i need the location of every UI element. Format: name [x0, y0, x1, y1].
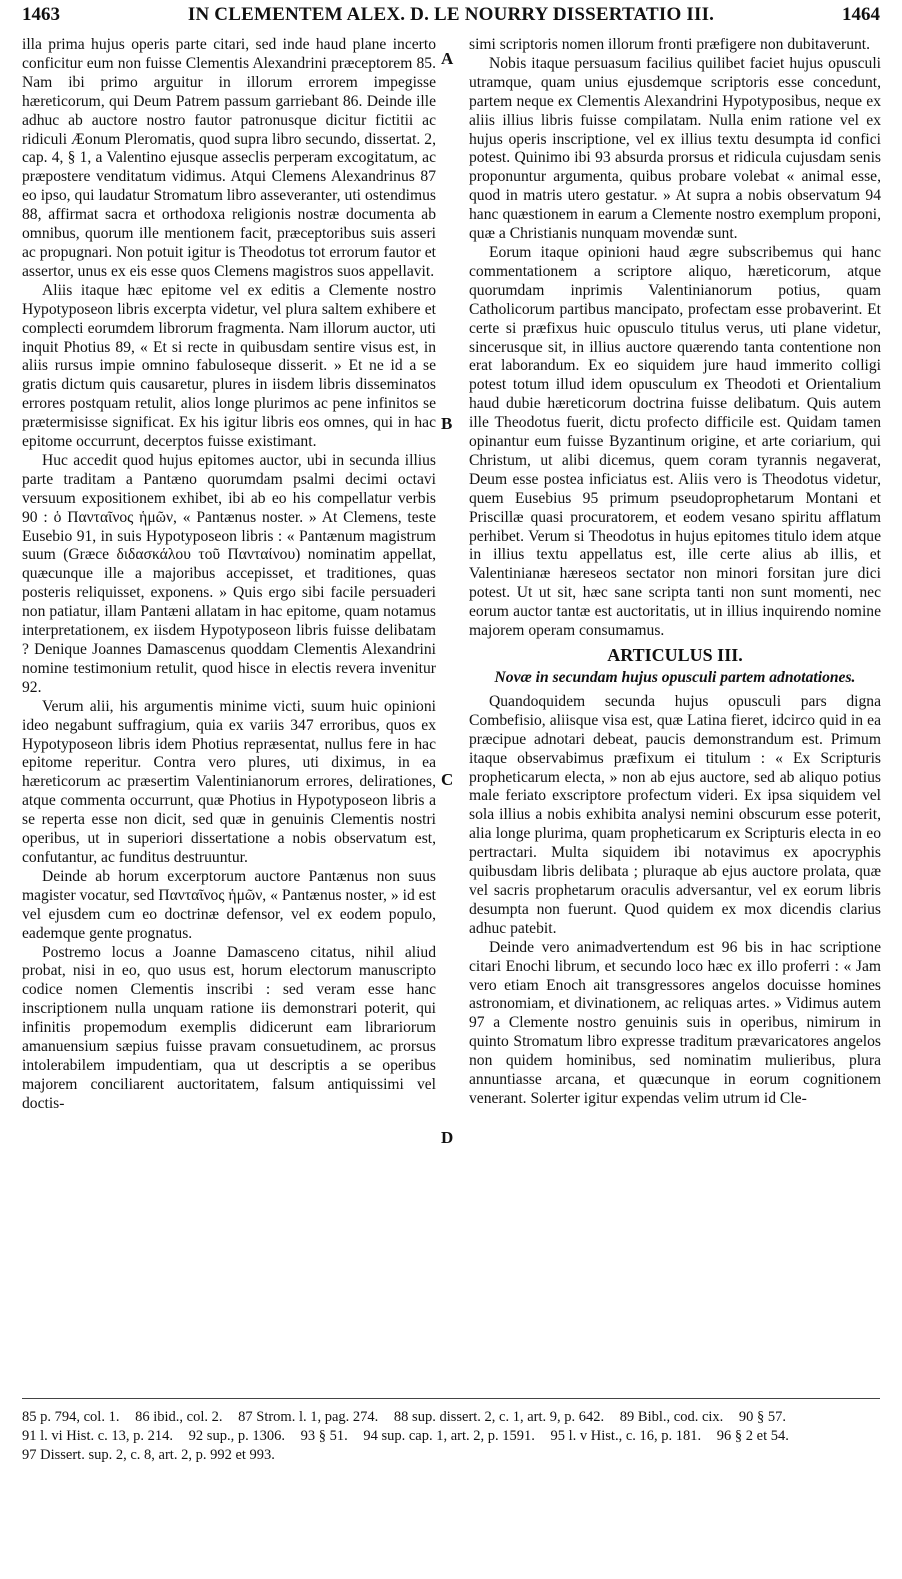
article-heading: ARTICULUS III.: [607, 645, 743, 665]
footnote: 94 sup. cap. 1, art. 2, p. 1591.: [363, 1428, 535, 1444]
margin-letter-a: A: [441, 49, 454, 68]
article-subtitle: Novæ in secundam hujus opusculi partem adnotationes.: [494, 668, 856, 686]
paragraph: Deinde ab horum excerptorum auctore Pantænus non suus magister vocatur, sed Πανταῖνος ἡμῶν, « Pantænus noster, » id est vel ejusdem cum eo doctrinæ defensor, vel ex eodem populo, eademque gente prognatus.: [22, 867, 436, 942]
footnote: 93 § 51.: [300, 1428, 348, 1444]
footnote: 88 sup. dissert. 2, c. 1, art. 9, p. 642.: [393, 1409, 605, 1425]
paragraph: Quandoquidem secunda hujus opusculi pars digna Combefisio, aliisque visa est, quæ Latina fieret, idcirco quid in ea præcipue adnotari debeat, paucis demonstrandum est. Primum itaque observabimus præfixum ei titulum : « Ex Scripturis propheticarum electa, » non ab ejus auctore, sed ab aliquo potius male feriato exscriptore profectum videri. Ex ipsa siquidem vel sola illius a nobis exhibita analysi nemini obscurum esse poterit, alia longe plurima, quam propheticarum ex Scripturis electa in eo pertractari. Multa siquidem ibi notavimus ex apocryphis quibusdam libris delibata ; pluraque ab ejus auctore prolata, quæ vel sacris prophetarum oraculis adversantur, vel ex eorum libris desumpta non fuerunt. Quod quidem ex mox dicendis clarius adhuc patebit.: [469, 692, 881, 937]
paragraph: Huc accedit quod hujus epitomes auctor, ubi in secunda illius parte traditam a Pantæno quorumdam psalmi decimi octavi versuum expositionem exhibet, ibi ab eo his compellatur verbis 90 : ὁ Πανταῖνος ἡμῶν, « Pantænus noster. » At Clemens, teste Eusebio 91, in suis Hypotyposeon libris : « Pantænum magistrum suum (Græce διδασκάλου τοῦ Πανταίνου) nominatim appellat, quæcunque ille a majoribus accepisset, et traditiones, quas posteris reliquisset, exponens. » Quis ergo sibi facile persuaderi non patiatur, illam Pantæni allatam in hac epitome, quam notamus interpretationem, ex iisdem Hypotyposeon libris fuisse delibatam ? Denique Joannes Damascenus quoddam Clementis Alexandrini nomine testimonium retulit, quod hisce in electis revera invenitur 92.: [22, 451, 436, 696]
footnote: 90 § 57.: [738, 1409, 787, 1425]
footnote: 86 ibid., col. 2.: [135, 1409, 223, 1425]
footnotes: [22, 1408, 880, 1465]
left-column: [22, 36, 436, 1114]
footnote: 92 sup., p. 1306.: [188, 1428, 285, 1444]
page-number-right: 1464: [842, 4, 880, 25]
margin-letter-d: D: [441, 1128, 454, 1147]
footnote: 87 Strom. l. 1, pag. 274.: [238, 1409, 379, 1425]
page-number-left: 1463: [22, 4, 60, 25]
paragraph: illa prima hujus operis parte citari, sed inde haud plane incerto conficitur eum non fuisse Clementis Alexandrini præceptorem 85. Nam ibi primo arguitur in illorum errorem impegisse hæreticorum, qui Deum Patrem passum garriebant 86. Deinde ille adhuc ab auctore nostro fautor patronusque dicitur fictitii ac ridiculi Æonum Pleromatis, quod supra libro secundo, dissertat. 2, cap. 4, § 1, a Valentino ejusque asseclis perperam excogitatum, ac præpostere venditatum vidimus. Atqui Clemens Alexandrinus 87 eo ipso, qui laudatur Stromatum libro asseveranter, uti ostendimus 88, affirmat sacra et orthodoxa religionis nostræ documenta ab omnibus, quorum ille mentionem facit, præceptoribus suis asseri ac propugnari. Non potuit igitur is Theodotus tot errorum fautor et assertor, unus ex eis esse quos Clemens magistros suos appellavit.: [22, 36, 436, 280]
paragraph: simi scriptoris nomen illorum fronti præfigere non dubitaverunt.: [469, 36, 871, 53]
footnote: 91 l. vi Hist. c. 13, p. 214.: [22, 1428, 174, 1444]
running-title: IN CLEMENTEM ALEX. D. LE NOURRY DISSERTATIO III.: [187, 4, 715, 25]
margin-letter-c: C: [441, 770, 454, 789]
right-column: [469, 36, 881, 1109]
paragraph: Eorum itaque opinioni haud ægre subscribemus qui hanc commentationem a scriptore aliquo, hæreticorum, atque quorumdam inprimis Valentinianorum potius, quam Catholicorum partibus mancipato, profectam esse probaverint. Et certe si præfixus huic opusculo titulus verus, uti plane videtur, sincerusque sit, in illius auctore quærendo tanta contentione non erat laborandum. Ex eo siquidem jure haud immerito colligi potest totum illud idem opusculum ex Theodoti et Orientalium haud dubie hæreticorum doctrina fuisse delibatum. Quis autem ille Theodotus fuerit, dictu profecto difficile est. Quidam tamen opinantur eum fuisse Byzantinum origine, et arte coriarium, qui Christum, ut alibi dicemus, quem coram tyrannis negaverat, Deum esse postea inficiatus est. Aliis vero is Theodotus videtur, quem Eusebius 95 primum pseudoprophetarum Montani et Priscillæ quasi procuratorem, et eodem vesano spiritu afflatum perhibet. Verum si Theodotus in hujus epitomes titulo idem atque in illius textu appellatus est, ille certe alius ab illis, et Valentinianæ hæreseos sectator non minori forsitan jure dici potest. Ut ut sit, hæc sane scripta tanti non sunt momenti, nec eorum auctor tantæ est auctoritatis, ut in illius inquirendo nomine majorem operam consumamus.: [469, 243, 881, 640]
paragraph: Aliis itaque hæc epitome vel ex editis a Clemente nostro Hypotyposeon libris excerpta videtur, vel plura saltem exhibere et complecti eorumdem librorum fragmenta. Nam illorum auctor, uti inquit Photius 89, « Et si recte in quibusdam sentire visus est, in aliis rursus impie omnino fabuloseque disserit. » Et ne id a se gratis dictum quis causaretur, plures in iisdem libris disseminatos errores postquam retulit, alios longe plurimos ac pene infinitos se prætermisisse significat. Ex his igitur libris eos omnes, qui in hac epitome occurrunt, decerptos fuisse existimant.: [22, 281, 436, 451]
footnote: 89 Bibl., cod. cix.: [619, 1409, 724, 1425]
paragraph: Verum alii, his argumentis minime victi, suum huic opinioni ideo negabunt suffragium, quia ex variis 347 erroribus, quos ex Hypotyposeon libris idem Photius repræsentat, nullus fere in hac epitome reperitur. Contra vero plures, uti diximus, in ea hæreticorum ac præsertim Valentinianorum errores, delirationes, atque commenta occurrunt, quæ Photius in Hypotyposeon libris a se reperta esse non dicit, sed quæ in genuinis Clementis nostri operibus, ut in superiori dissertatione a nobis observatum est, confutantur, ac funditus destruuntur.: [22, 697, 436, 866]
paragraph: Deinde vero animadvertendum est 96 bis in hac scriptione citari Enochi librum, et secundo loco hæc ex illo proferri : « Jam vero etiam Enoch ait transgressores angelos docuisse homines astronomiam, et divinationem, ac reliquas artes. » Vidimus autem 97 a Clemente nostro genuinis suis in operibus, nimirum in quinto Stromatum libro expresse traditum prævaricatores angelos non quidem hominibus, sed nominatim mulieribus, plura annuntiasse arcana, et quæcunque in eorum cognitionem venerant. Solerter igitur expendas velim utrum id Cle-: [469, 938, 881, 1107]
footnote-rule: [22, 1398, 880, 1399]
footnote: 85 p. 794, col. 1.: [22, 1409, 120, 1425]
running-header: [22, 4, 880, 34]
paragraph: Postremo locus a Joanne Damasceno citatus, nihil aliud probat, nisi in eo, quo usus est, horum electorum manuscripto codice nomen Clementis inscribi : sed veram esse hanc inscriptionem nulla unquam ratione iis demonstrari poterit, qui infinitis propemodum exemplis didicerunt eam librariorum amanuensium sæpius fuisse pravam consuetudinem, ac prorsus intolerabilem impudentiam, qua ut descriptis a se operibus majorem conciliarent auctoritatem, falsum antiquissimi vel doctis-: [22, 943, 436, 1112]
footnote: 95 l. v Hist., c. 16, p. 181.: [550, 1428, 702, 1444]
footnote: 97 Dissert. sup. 2, c. 8, art. 2, p. 992 et 993.: [22, 1447, 275, 1463]
margin-letter-b: B: [441, 414, 453, 433]
paragraph: Nobis itaque persuasum facilius quilibet faciet hujus opusculi utramque, quam unius ejusdemque scriptoris esse concedunt, partem neque ex Clementis Alexandrini Hypotyposibus, neque ex aliis illius libris fuisse compilatam. Nulla enim ratione vel ex hujus operis inscriptione, vel ex illius textu desumpta id confici potest. Quinimo ibi 93 absurda prorsus et ridicula cujusdam senis proponuntur argumenta, quibus probare volebat « animal esse, quod in matris utero gestatur. » At supra a nobis observatum 94 hanc quæstionem in earum a Clemente nostro exemplum proponi, quæ a Christianis nunquam movendæ sunt.: [469, 54, 881, 243]
footnote: 96 § 2 et 54.: [716, 1428, 789, 1444]
